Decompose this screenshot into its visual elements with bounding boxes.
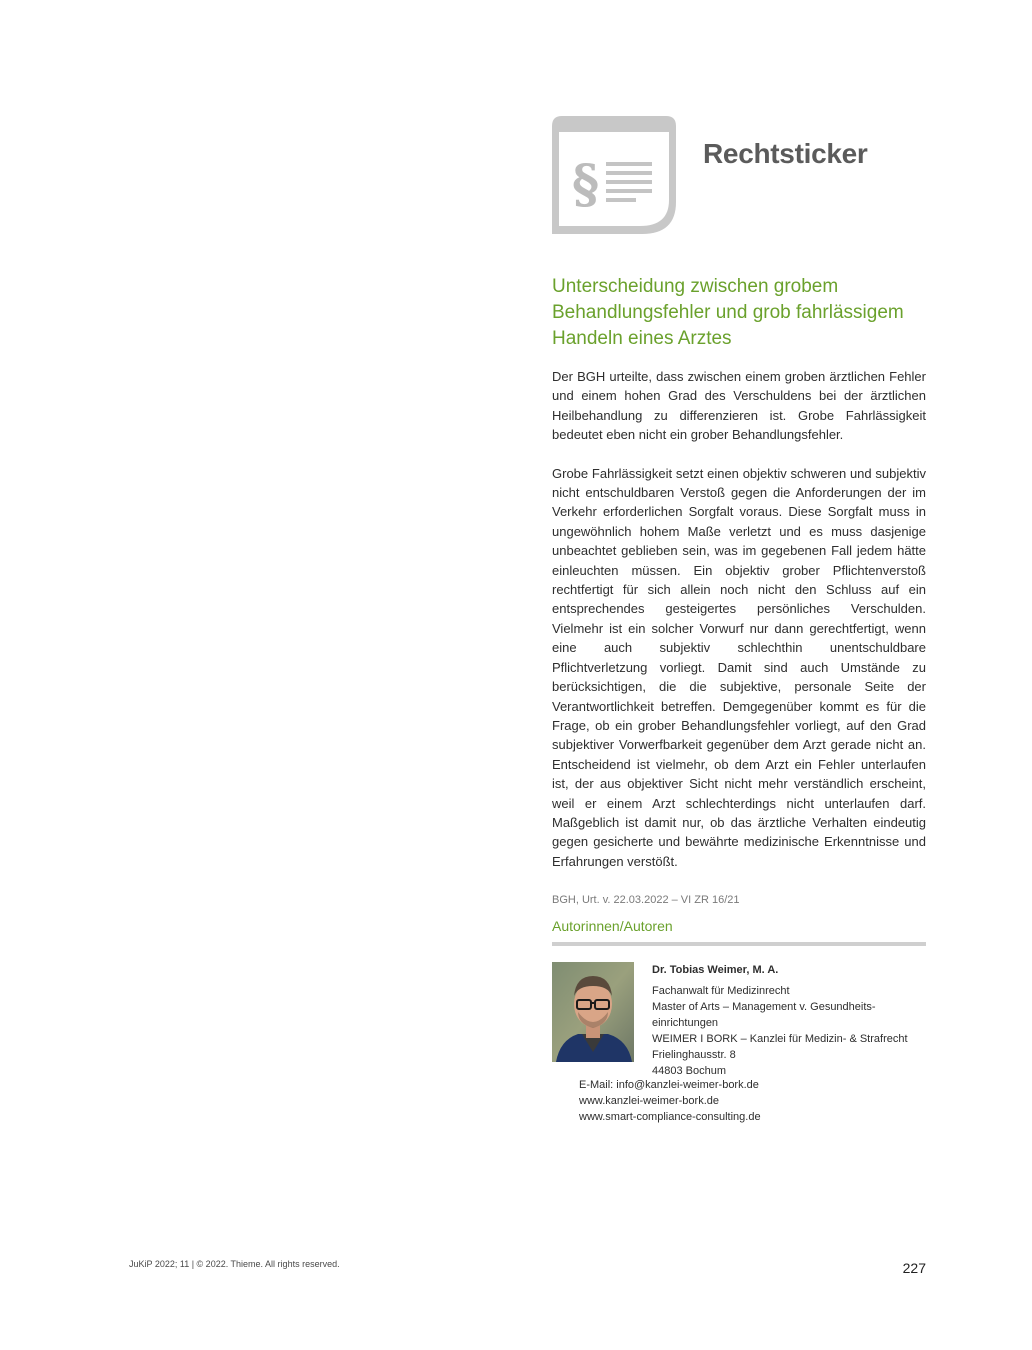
paragraph-document-icon <box>552 116 676 234</box>
authors-section <box>552 916 926 946</box>
author-website-link[interactable]: www.kanzlei-weimer-bork.de <box>579 1095 719 1107</box>
author-line: 44803 Bochum <box>652 1065 726 1077</box>
authors-divider <box>552 942 926 946</box>
author-line: Fachanwalt für Medizinrecht <box>652 985 790 997</box>
article-paragraph-1: Der BGH urteilte, dass zwischen einem groben ärztlichen Fehler und einem hohen Grad des Verschuldens bei der ärztlichen Heilbehandlung zu differenzieren ist. Grobe Fahrlässigkeit bedeutet eben nicht ein grober Behandlungsfehler. <box>552 369 926 443</box>
author-email[interactable]: E-Mail: info@kanzlei-weimer-bork.de <box>579 1079 759 1091</box>
article-paragraph-2: Grobe Fahrlässigkeit setzt einen objektiv schweren und subjektiv nicht entschuldbaren Verstoß gegen die Anforderungen der im Verkehr erforderlichen Sorgfalt voraus. Diese Sorgfalt muss in ungewöhnlich hohem Maße verletzt und es muss dasjenige unbeachtet geblieben sein, was im gegebenen Fall jedem hätte einleuchten müssen. Ein objektiv grober Pflichtenverstoß rechtfertigt für sich allein noch nicht den Schluss auf ein entsprechendes gesteigertes persönliches Verschulden. Vielmehr ist ein solcher Vorwurf nur dann gerechtfertigt, wenn eine auch subjektiv schlechthin unentschuldbare Pflichtverletzung vorliegt. Damit sind auch Umstände zu berücksichtigen, die die subjektive, personale Seite der Verantwortlichkeit betreffen. Demgegenüber kommt es für die Frage, ob ein grober Behandlungsfehler vorliegt, auf den Grad subjektiver Vorwerfbarkeit gegenüber dem Arzt gerade nicht an. Entscheidend ist vielmehr, ob dem Arzt ein Fehler unterlaufen ist, der aus objektiver Sicht nicht mehr verständlich erscheint, weil er einem Arzt schlechterdings nicht unterlaufen darf. Maßgeblich ist damit nur, ob das ärztliche Verhalten eindeutig gegen gesicherte und bewährte medizinische Erkenntnisse und Erfahrungen verstößt. <box>552 465 926 869</box>
authors-title: Autorinnen/Autoren <box>552 918 673 934</box>
author-line: Frielinghausstr. 8 <box>652 1049 736 1061</box>
author-website-link[interactable]: www.smart-compliance-consulting.de <box>579 1111 761 1123</box>
author-info <box>652 962 928 1079</box>
svg-text:§: § <box>572 154 600 215</box>
author-line: Master of Arts – Management v. Gesundheits- <box>652 1001 876 1013</box>
article-heading: Unterscheidung zwischen grobem Behandlungsfehler und grob fahrlässigem Handeln eines Arztes <box>552 276 904 349</box>
journal-footer: JuKiP 2022; 11 | © 2022. Thieme. All rights reserved. <box>129 1259 340 1269</box>
article <box>552 274 926 908</box>
author-portrait <box>552 962 634 1062</box>
author-contact <box>579 1077 919 1125</box>
section-title: Rechtsticker <box>703 138 868 169</box>
author-line: WEIMER I BORK – Kanzlei für Medizin- & Strafrecht <box>652 1033 908 1045</box>
court-citation: BGH, Urt. v. 22.03.2022 – VI ZR 16/21 <box>552 894 740 907</box>
author-name: Dr. Tobias Weimer, M. A. <box>652 964 779 976</box>
author-line: einrichtungen <box>652 1017 719 1029</box>
page-number: 227 <box>902 1260 926 1276</box>
